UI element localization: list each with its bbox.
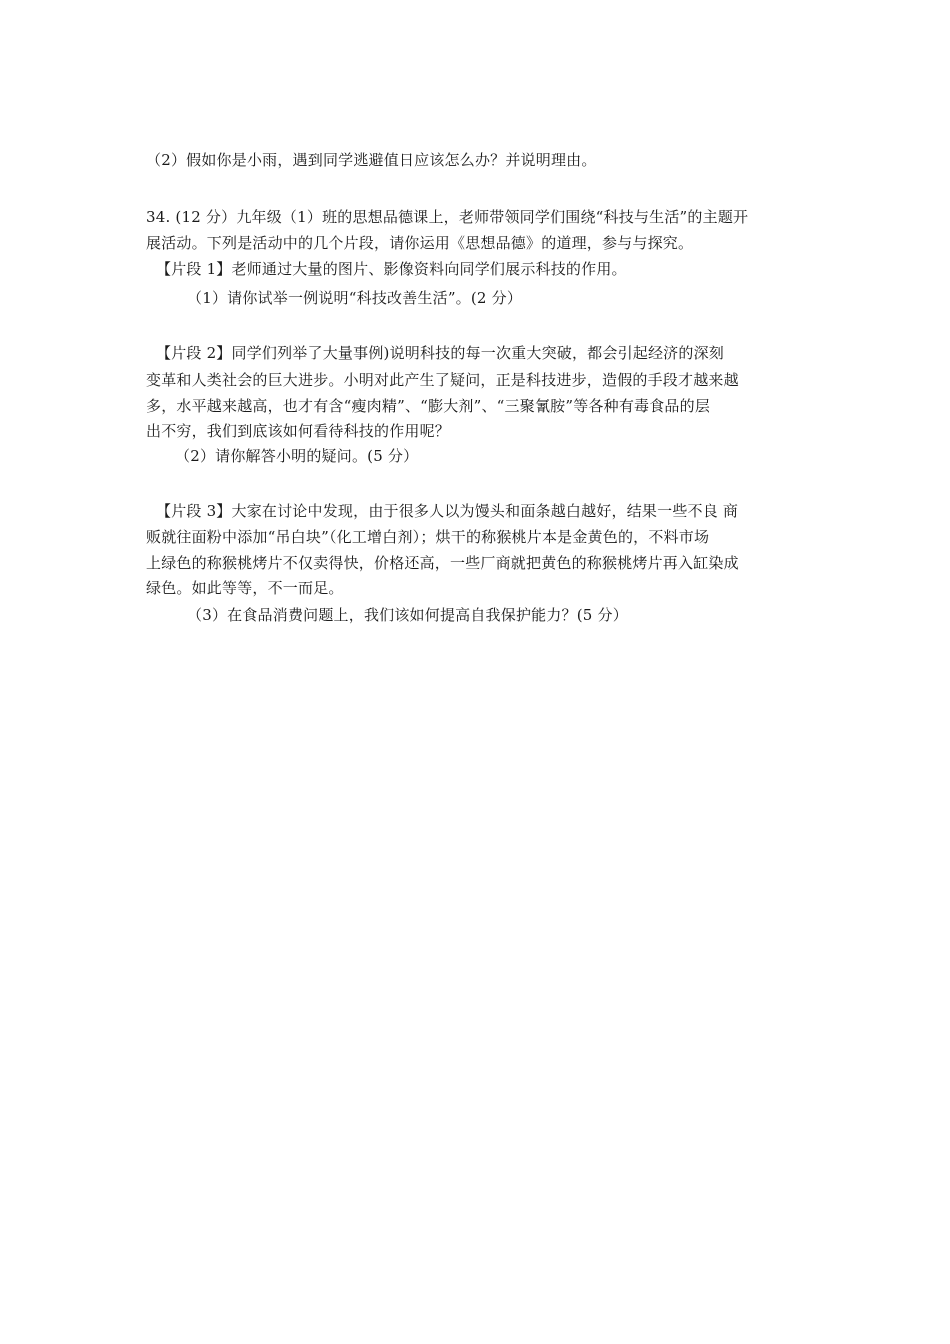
fragment2-line4: 出不穷，我们到底该如何看待科技的作用呢？ (146, 422, 451, 440)
fragment3-line3: 上绿色的称猴桃烤片不仅卖得快，价格还高，一些厂商就把黄色的称猴桃烤片再入缸染成 (146, 554, 739, 572)
fragment3-line1: 【片段 3】大家在讨论中发现，由于很多人以为馒头和面条越白越好，结果一些不良 商 (156, 502, 739, 520)
fragment2-line2: 变革和人类社会的巨大进步。小明对此产生了疑问，正是科技进步，造假的手段才越来越 (146, 371, 739, 389)
q33-part2-question: （2）假如你是小雨，遇到同学逃避值日应该怎么办？并说明理由。 (146, 151, 597, 169)
fragment1-text: 【片段 1】老师通过大量的图片、影像资料向同学们展示科技的作用。 (156, 260, 627, 278)
fragment1-question: （1）请你试举一例说明“科技改善生活”。(2 分） (187, 289, 523, 307)
fragment2-line3: 多，水平越来越高，也才有含“瘦肉精”、“膨大剂”、“三聚氰胺”等各种有毒食品的层 (146, 397, 711, 415)
q34-intro-line2: 展活动。下列是活动中的几个片段，请你运用《思想品德》的道理，参与与探究。 (146, 234, 694, 252)
fragment3-line2: 贩就往面粉中添加“吊白块”（化工增白剂）；烘干的称猴桃片本是金黄色的，不料市场 (146, 528, 710, 546)
fragment3-line4: 绿色。如此等等，不一而足。 (146, 579, 344, 597)
fragment2-line1: 【片段 2】同学们列举了大量事例)说明科技的每一次重大突破，都会引起经济的深刻 (156, 344, 724, 362)
fragment3-question: （3）在食品消费问题上，我们该如何提高自我保护能力？(5 分） (187, 606, 628, 624)
q34-intro-line1: 34. (12 分）九年级（1）班的思想品德课上，老师带领同学们围绕“科技与生活”的主题开 (146, 208, 749, 226)
fragment2-question: （2）请你解答小明的疑问。(5 分） (175, 447, 419, 465)
